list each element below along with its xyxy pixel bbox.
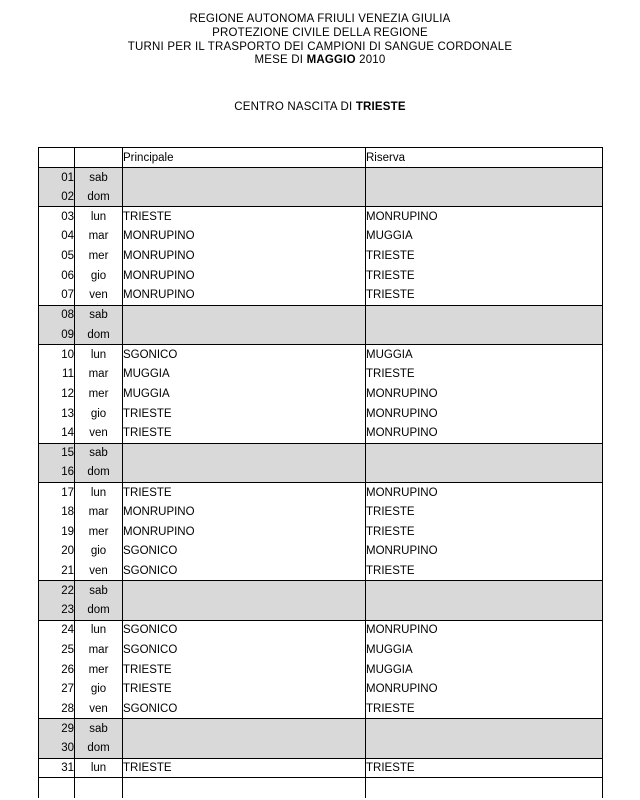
- cell-day-name: dom: [75, 325, 123, 345]
- table-row-day-30: [39, 738, 603, 758]
- cell-day-number: 27: [39, 679, 75, 699]
- cell-principale: SGONICO: [123, 542, 366, 562]
- cell-riserva: [366, 443, 603, 463]
- cell-day-number: 26: [39, 660, 75, 680]
- cell-principale: [123, 305, 366, 325]
- table-row-day-03: [39, 207, 603, 227]
- header-riserva: Riserva: [366, 148, 603, 168]
- cell-riserva: MUGGIA: [366, 345, 603, 365]
- table-row-day-23: [39, 601, 603, 621]
- cell-principale: [123, 738, 366, 758]
- cell-riserva: TRIESTE: [366, 286, 603, 306]
- cell-day-name: lun: [75, 345, 123, 365]
- cell-day-number: 03: [39, 207, 75, 227]
- table-row-day-17: [39, 483, 603, 503]
- cell-day-name: dom: [75, 463, 123, 483]
- table-row-day-16: [39, 463, 603, 483]
- cell-principale: TRIESTE: [123, 758, 366, 778]
- table-row-day-18: [39, 502, 603, 522]
- cell-principale: SGONICO: [123, 561, 366, 581]
- cell-day-name: mar: [75, 502, 123, 522]
- cell-day-number: 02: [39, 187, 75, 207]
- cell-day-name: sab: [75, 443, 123, 463]
- table-row-day-27: [39, 679, 603, 699]
- cell-principale: [123, 719, 366, 739]
- cell-riserva: TRIESTE: [366, 246, 603, 266]
- cell-riserva: [366, 305, 603, 325]
- cell-day-number: 18: [39, 502, 75, 522]
- cell-day-number: 21: [39, 561, 75, 581]
- cell-riserva: [366, 463, 603, 483]
- table-header-row: [39, 148, 603, 168]
- cell-principale: TRIESTE: [123, 660, 366, 680]
- cell-day-number: 10: [39, 345, 75, 365]
- cell-day-number: 19: [39, 522, 75, 542]
- cell-principale: TRIESTE: [123, 679, 366, 699]
- table-row-day-12: [39, 384, 603, 404]
- header-day-name: [75, 148, 123, 168]
- cell-day-number: 28: [39, 699, 75, 719]
- cell-riserva: TRIESTE: [366, 266, 603, 286]
- cell-riserva: MONRUPINO: [366, 384, 603, 404]
- table-row-day-28: [39, 699, 603, 719]
- cell-day-name: sab: [75, 581, 123, 601]
- cell-riserva: [366, 325, 603, 345]
- cell-day-number: 05: [39, 246, 75, 266]
- cell-day-name: lun: [75, 758, 123, 778]
- cell-principale: MUGGIA: [123, 384, 366, 404]
- cell-day-name: gio: [75, 266, 123, 286]
- cell-principale: [123, 463, 366, 483]
- cell-day-number: 17: [39, 483, 75, 503]
- cell-day-number: 12: [39, 384, 75, 404]
- cell-day-name: ven: [75, 699, 123, 719]
- cell-riserva: MONRUPINO: [366, 679, 603, 699]
- cell-principale: MONRUPINO: [123, 266, 366, 286]
- document-title-block: [0, 13, 640, 68]
- cell-day-name: lun: [75, 483, 123, 503]
- cell-principale: [123, 581, 366, 601]
- cell-day-name: mer: [75, 246, 123, 266]
- table-row-day-26: [39, 660, 603, 680]
- cell-day-name: ven: [75, 561, 123, 581]
- cell-riserva: [366, 738, 603, 758]
- cell-day-name: gio: [75, 404, 123, 424]
- month-prefix: MESE DI: [254, 54, 307, 67]
- cell-principale: [123, 325, 366, 345]
- cell-principale: SGONICO: [123, 620, 366, 640]
- cell-day-number: 08: [39, 305, 75, 325]
- cell-riserva: MONRUPINO: [366, 404, 603, 424]
- birth-center-city: TRIESTE: [355, 101, 406, 113]
- table-row-day-04: [39, 227, 603, 247]
- cell-riserva: MUGGIA: [366, 227, 603, 247]
- cell-day-name: sab: [75, 719, 123, 739]
- table-cutoff-row: [39, 778, 603, 798]
- cell-day-name: mar: [75, 364, 123, 384]
- cell-riserva: [366, 601, 603, 621]
- cell-riserva: MONRUPINO: [366, 483, 603, 503]
- cell-principale: MUGGIA: [123, 364, 366, 384]
- table-row-day-13: [39, 404, 603, 424]
- cell-day-name: dom: [75, 187, 123, 207]
- cell-day-number: 15: [39, 443, 75, 463]
- table-row-day-11: [39, 364, 603, 384]
- table-row-day-02: [39, 187, 603, 207]
- cell-day-number: 24: [39, 620, 75, 640]
- cell-day-name: mer: [75, 384, 123, 404]
- table-row-day-10: [39, 345, 603, 365]
- title-line-subject: TURNI PER IL TRASPORTO DEI CAMPIONI DI SANGUE CORDONALE: [127, 40, 513, 53]
- cell-day-number: 25: [39, 640, 75, 660]
- title-line-month: [0, 54, 640, 68]
- cell-day-number: 20: [39, 542, 75, 562]
- month-year: 2010: [355, 54, 386, 67]
- cell-day-number: 14: [39, 423, 75, 443]
- cell-riserva: TRIESTE: [366, 699, 603, 719]
- cell-day-number: 16: [39, 463, 75, 483]
- header-principale: Principale: [123, 148, 366, 168]
- cutoff-cell: [75, 778, 123, 798]
- cell-principale: TRIESTE: [123, 207, 366, 227]
- cell-day-name: mer: [75, 522, 123, 542]
- cell-riserva: MONRUPINO: [366, 423, 603, 443]
- cell-day-number: 31: [39, 758, 75, 778]
- cell-day-name: dom: [75, 738, 123, 758]
- table-row-day-21: [39, 561, 603, 581]
- cell-principale: MONRUPINO: [123, 502, 366, 522]
- title-line-department: PROTEZIONE CIVILE DELLA REGIONE: [212, 26, 428, 39]
- table-row-day-20: [39, 542, 603, 562]
- cell-principale: SGONICO: [123, 345, 366, 365]
- cell-riserva: TRIESTE: [366, 522, 603, 542]
- cell-riserva: MONRUPINO: [366, 207, 603, 227]
- birth-center-title: [0, 101, 640, 113]
- cell-day-name: gio: [75, 542, 123, 562]
- table-row-day-08: [39, 305, 603, 325]
- cell-principale: MONRUPINO: [123, 246, 366, 266]
- cell-riserva: TRIESTE: [366, 561, 603, 581]
- cell-principale: MONRUPINO: [123, 522, 366, 542]
- table-row-day-14: [39, 423, 603, 443]
- cell-day-number: 29: [39, 719, 75, 739]
- table-row-day-19: [39, 522, 603, 542]
- cutoff-cell: [39, 778, 75, 798]
- cell-riserva: [366, 581, 603, 601]
- cell-day-number: 01: [39, 168, 75, 188]
- cell-riserva: TRIESTE: [366, 364, 603, 384]
- cell-day-number: 11: [39, 364, 75, 384]
- cell-principale: [123, 443, 366, 463]
- cell-day-number: 09: [39, 325, 75, 345]
- cell-riserva: [366, 187, 603, 207]
- cell-day-name: mar: [75, 227, 123, 247]
- shift-roster-table: [38, 147, 603, 798]
- cell-day-name: ven: [75, 423, 123, 443]
- cutoff-cell: [123, 778, 366, 798]
- cell-principale: SGONICO: [123, 640, 366, 660]
- table-row-day-29: [39, 719, 603, 739]
- table-row-day-22: [39, 581, 603, 601]
- header-day-number: [39, 148, 75, 168]
- cell-day-name: gio: [75, 679, 123, 699]
- cell-principale: [123, 187, 366, 207]
- cell-riserva: [366, 168, 603, 188]
- table-row-day-01: [39, 168, 603, 188]
- title-line-region: REGIONE AUTONOMA FRIULI VENEZIA GIULIA: [189, 13, 451, 25]
- cell-day-name: ven: [75, 286, 123, 306]
- cell-riserva: MONRUPINO: [366, 542, 603, 562]
- cell-day-name: lun: [75, 620, 123, 640]
- cell-day-name: sab: [75, 168, 123, 188]
- cell-principale: TRIESTE: [123, 404, 366, 424]
- cell-principale: MONRUPINO: [123, 227, 366, 247]
- cell-riserva: TRIESTE: [366, 502, 603, 522]
- cell-day-number: 06: [39, 266, 75, 286]
- cell-day-name: sab: [75, 305, 123, 325]
- cell-day-number: 30: [39, 738, 75, 758]
- cell-riserva: MUGGIA: [366, 640, 603, 660]
- cell-principale: MONRUPINO: [123, 286, 366, 306]
- cell-riserva: MONRUPINO: [366, 620, 603, 640]
- month-name: MAGGIO: [306, 54, 356, 67]
- cell-principale: [123, 168, 366, 188]
- cell-day-number: 23: [39, 601, 75, 621]
- cell-day-number: 22: [39, 581, 75, 601]
- cell-day-number: 07: [39, 286, 75, 306]
- table-row-day-09: [39, 325, 603, 345]
- cutoff-cell: [366, 778, 603, 798]
- cell-principale: SGONICO: [123, 699, 366, 719]
- cell-riserva: TRIESTE: [366, 758, 603, 778]
- cell-principale: TRIESTE: [123, 423, 366, 443]
- cell-day-number: 13: [39, 404, 75, 424]
- cell-day-name: mer: [75, 660, 123, 680]
- cell-principale: [123, 601, 366, 621]
- table-row-day-25: [39, 640, 603, 660]
- table-row-day-07: [39, 286, 603, 306]
- table-row-day-31: [39, 758, 603, 778]
- table-row-day-06: [39, 266, 603, 286]
- cell-day-number: 04: [39, 227, 75, 247]
- cell-day-name: dom: [75, 601, 123, 621]
- birth-center-prefix: CENTRO NASCITA DI: [234, 101, 356, 113]
- cell-riserva: MUGGIA: [366, 660, 603, 680]
- table-row-day-05: [39, 246, 603, 266]
- cell-day-name: mar: [75, 640, 123, 660]
- table-row-day-24: [39, 620, 603, 640]
- cell-day-name: lun: [75, 207, 123, 227]
- table-row-day-15: [39, 443, 603, 463]
- cell-riserva: [366, 719, 603, 739]
- cell-principale: TRIESTE: [123, 483, 366, 503]
